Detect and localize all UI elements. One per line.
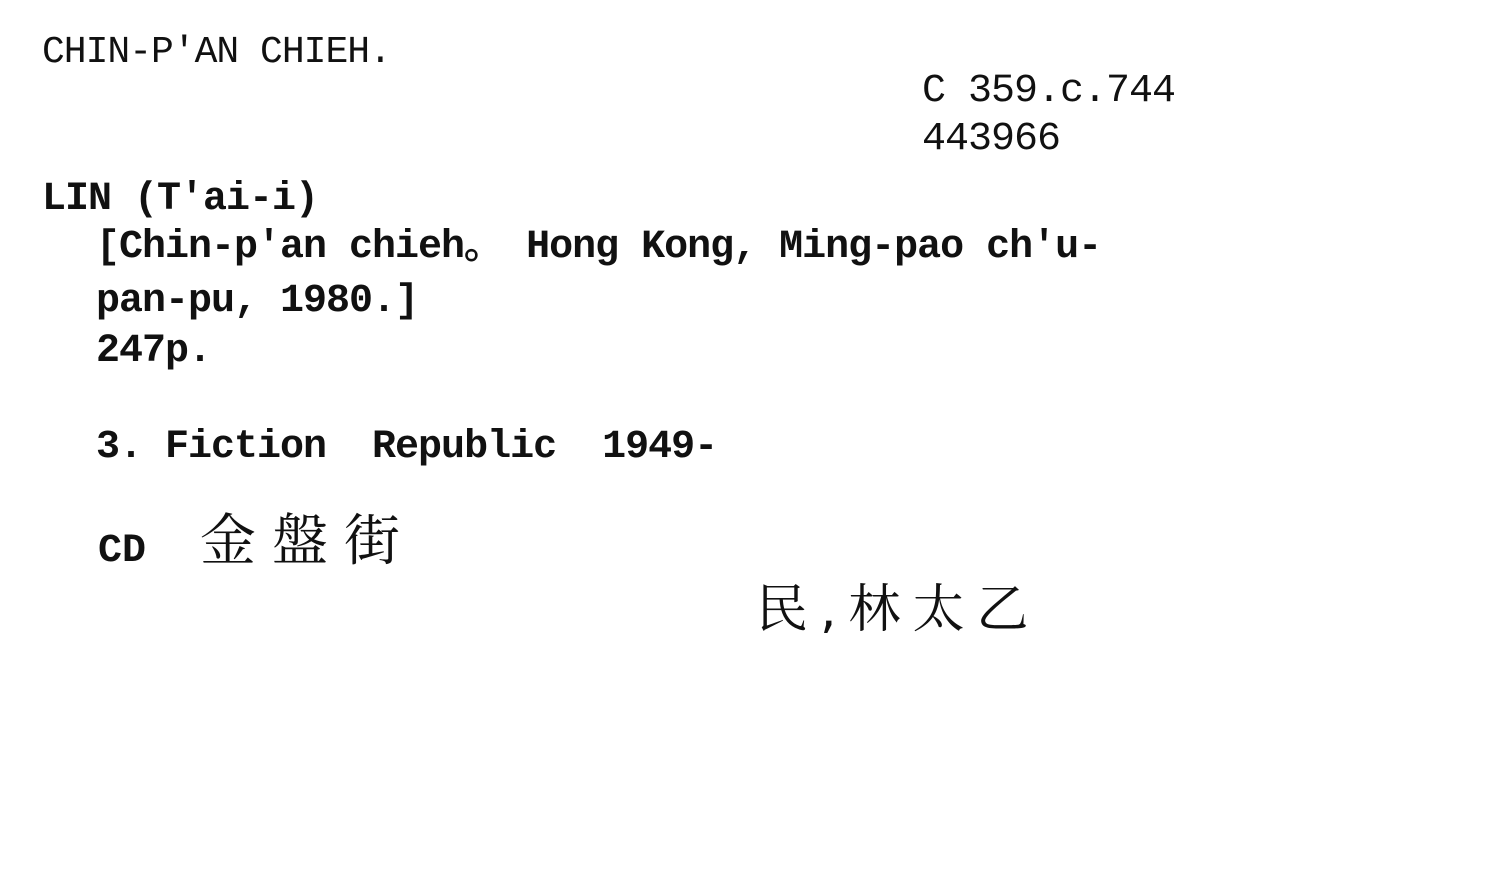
- pagination: 247p.: [96, 329, 212, 374]
- accession-number: 443966: [922, 117, 1061, 162]
- subject-heading: 3. Fiction Republic 1949-: [96, 425, 718, 470]
- handwritten-chinese-title: 金盤街: [200, 509, 416, 574]
- card-title: CHIN-P'AN CHIEH.: [42, 31, 391, 74]
- imprint-line-1: [Chin-p'an chieh。 Hong Kong, Ming-pao ch'u-: [96, 225, 1102, 270]
- author-heading: LIN (T'ai-i): [42, 177, 319, 222]
- shelfmark: C 359.c.744: [922, 69, 1176, 114]
- imprint-line-2: pan-pu, 1980.]: [96, 279, 419, 324]
- handwritten-chinese-author: 民,林太乙: [756, 580, 1041, 640]
- cd-label: CD: [98, 529, 147, 574]
